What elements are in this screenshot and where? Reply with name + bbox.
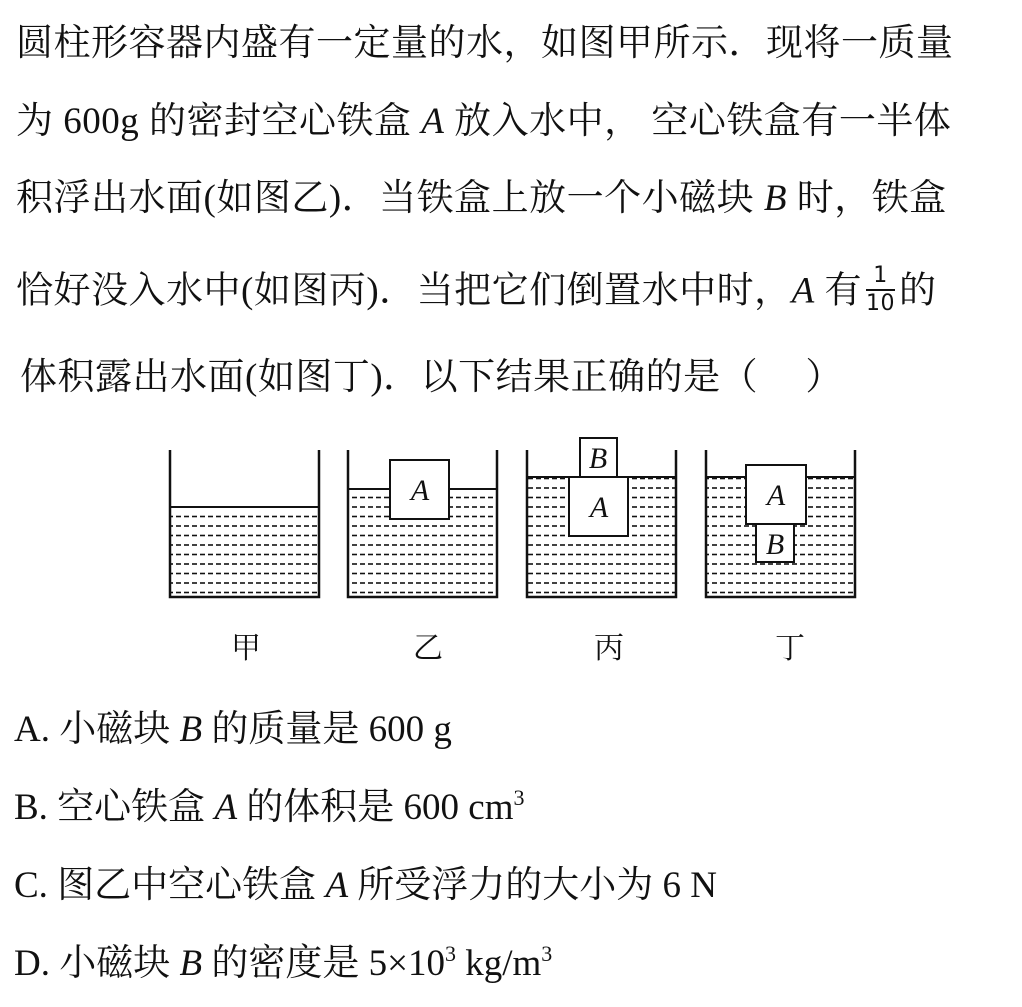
question-text: 放入水中， 空心铁盒有一半体 — [444, 101, 952, 142]
option-text: 图乙中空心铁盒 — [47, 865, 326, 906]
variable-a: A — [325, 865, 349, 906]
container-bing — [527, 438, 676, 597]
question-text: 积浮出水面(如图乙)．当铁盒上放一个小磁块 — [16, 178, 764, 219]
question-line-1 — [16, 22, 954, 66]
box-a-label: A — [410, 474, 430, 507]
option-text: kg/m — [455, 943, 542, 984]
option-a-label: A. — [14, 709, 50, 750]
question-text: 圆柱形容器内盛有一定量的水，如图甲所示．现将一质量 — [16, 23, 954, 64]
question-text: 的 — [899, 270, 937, 312]
option-b[interactable] — [14, 786, 525, 830]
variable-a: A — [421, 101, 445, 142]
option-text: 的密度是 5×10 — [202, 943, 445, 984]
option-text: 小磁块 — [49, 709, 180, 750]
caption-bing: 丙 — [594, 631, 624, 666]
superscript: 3 — [444, 941, 456, 966]
option-c[interactable] — [14, 864, 717, 908]
container-jia — [170, 450, 319, 597]
water-jia — [170, 507, 318, 595]
fraction-denominator: 10 — [866, 291, 896, 316]
option-d-label: D. — [14, 943, 50, 984]
variable-b: B — [179, 709, 203, 750]
option-text: 空心铁盒 — [47, 787, 215, 828]
superscript: 3 — [513, 785, 525, 810]
variable-a: A — [214, 787, 238, 828]
question-line-5 — [20, 356, 843, 400]
option-text: 的体积是 600 cm — [237, 787, 514, 828]
option-text: 小磁块 — [49, 943, 180, 984]
container-yi — [348, 450, 497, 597]
option-text: 所受浮力的大小为 6 N — [348, 865, 718, 906]
fraction-numerator: 1 — [866, 264, 895, 291]
container-ding — [706, 450, 855, 597]
box-a-label: A — [766, 479, 786, 512]
variable-b: B — [763, 178, 788, 219]
question-text: 有 — [814, 270, 863, 312]
question-line-4 — [16, 263, 937, 320]
question-text: 为 600g 的密封空心铁盒 — [16, 101, 422, 142]
caption-jia: 甲 — [231, 631, 261, 666]
container-figure — [0, 430, 1022, 680]
question-line-2 — [16, 100, 951, 144]
caption-ding: 丁 — [775, 631, 805, 666]
superscript: 3 — [541, 941, 553, 966]
box-b-label: B — [588, 442, 608, 475]
option-text: 的质量是 600 g — [202, 709, 452, 750]
option-b-label: B. — [14, 787, 48, 828]
variable-b: B — [179, 943, 203, 984]
option-a[interactable] — [14, 708, 452, 752]
question-text: 时，铁盒 — [787, 178, 947, 219]
fraction-one-tenth — [866, 264, 895, 316]
variable-a: A — [791, 270, 815, 312]
box-a-label: A — [589, 491, 609, 524]
question-text: 恰好没入水中(如图丙)．当把它们倒置水中时， — [16, 270, 792, 312]
box-b-label: B — [765, 528, 785, 561]
caption-yi: 乙 — [413, 631, 443, 666]
question-line-3 — [16, 177, 947, 221]
option-c-label: C. — [14, 865, 48, 906]
question-text: 体积露出水面(如图丁)．以下结果正确的是（ ） — [20, 357, 843, 398]
option-d[interactable] — [14, 942, 552, 986]
